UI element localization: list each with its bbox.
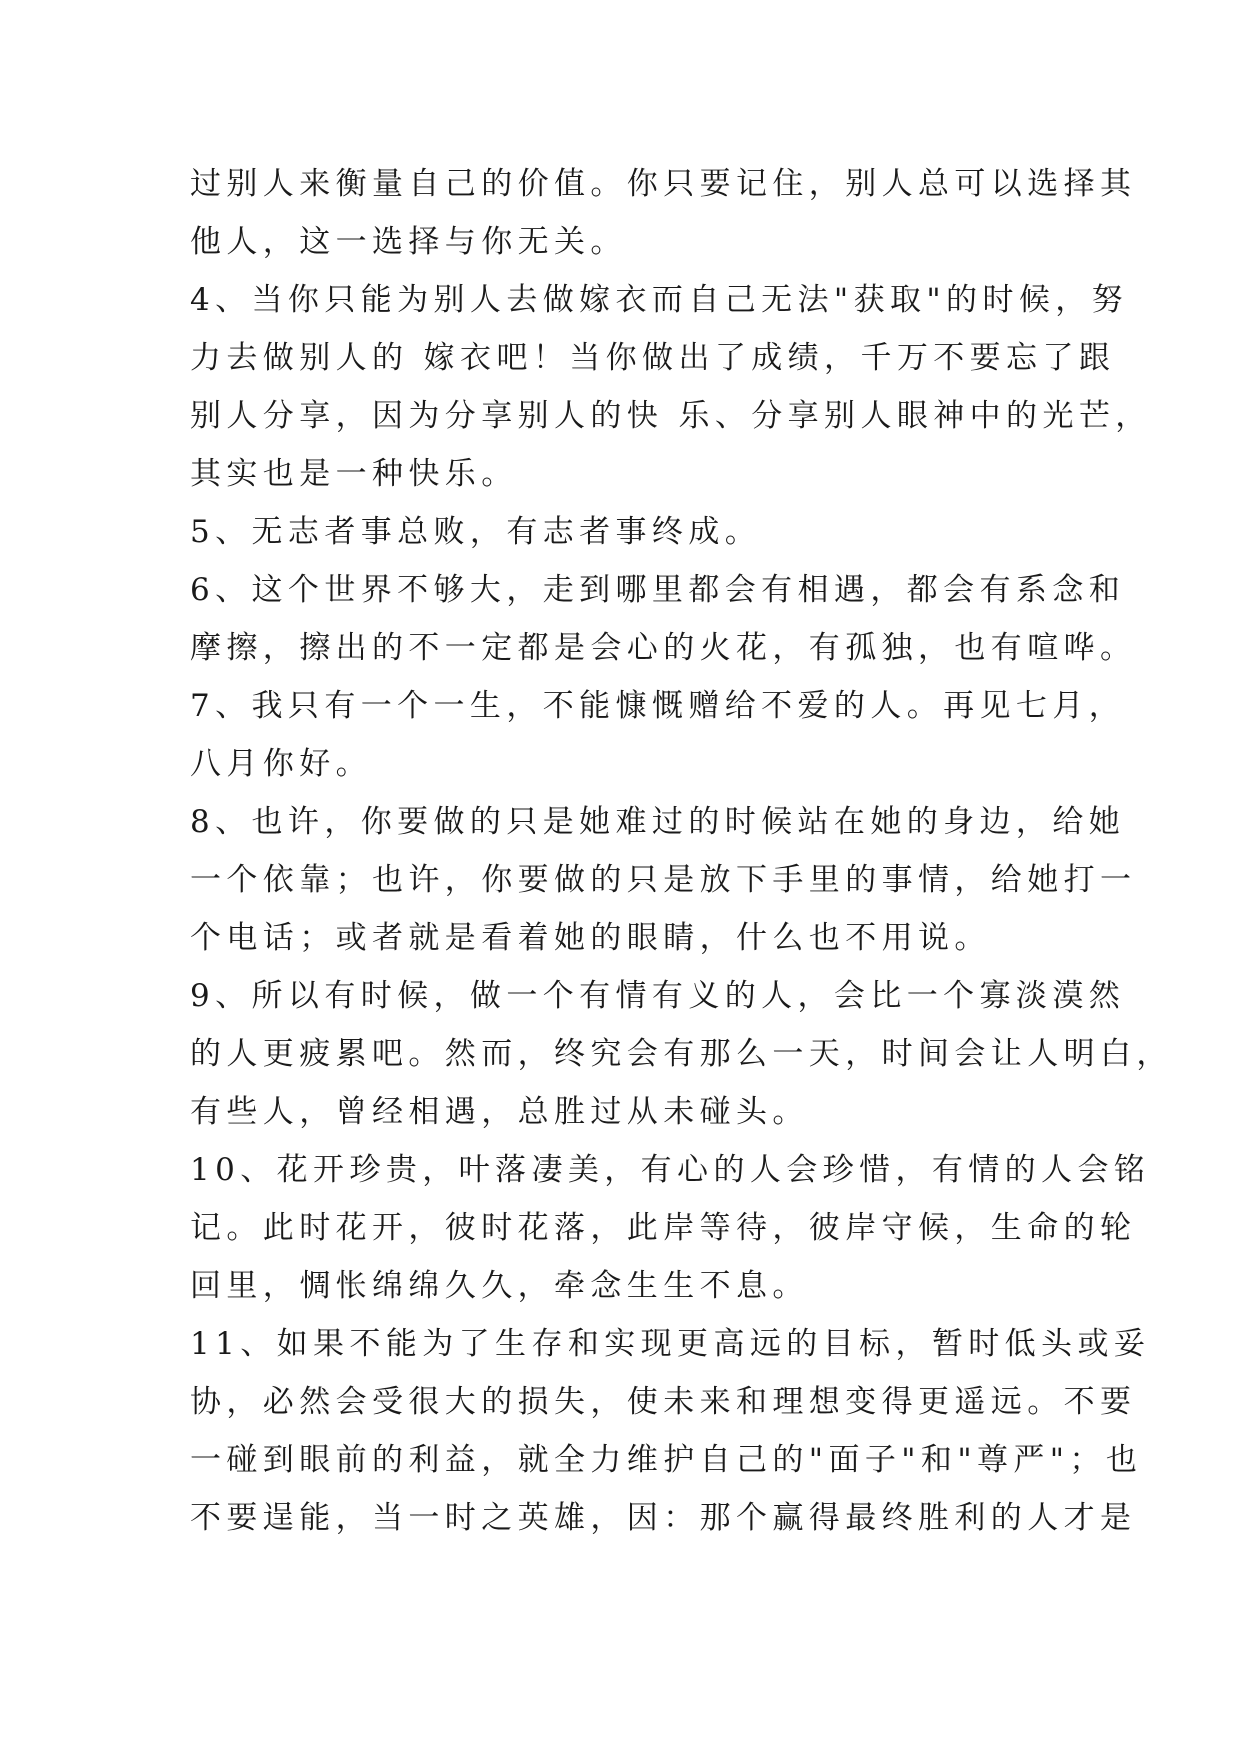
text-line: 有些人，曾经相遇，总胜过从未碰头。 (190, 1094, 809, 1130)
text-line: 记。此时花开，彼时花落，此岸等待，彼岸守候，生命的轮 (190, 1210, 1137, 1246)
text-line: 八月你好。 (190, 746, 372, 782)
text-line: 个电话；或者就是看着她的眼睛，什么也不用说。 (190, 920, 991, 956)
text-line: 力去做别人的 嫁衣吧！当你做出了成绩，千万不要忘了跟 (190, 340, 1116, 376)
text-line: 11、如果不能为了生存和实现更高远的目标，暂时低头或妥 (190, 1326, 1151, 1362)
body-text (190, 155, 1173, 1547)
text-line: 8、也许，你要做的只是她难过的时候站在她的身边，给她 (190, 804, 1126, 840)
text-line: 10、花开珍贵，叶落凄美，有心的人会珍惜，有情的人会铭 (190, 1152, 1151, 1188)
text-line: 别人分享，因为分享别人的快 乐、分享别人眼神中的光芒， (190, 398, 1152, 434)
text-line: 的人更疲累吧。然而，终究会有那么一天，时间会让人明白， (190, 1036, 1173, 1072)
text-line: 他人，这一选择与你无关。 (190, 224, 627, 260)
text-line: 其实也是一种快乐。 (190, 456, 518, 492)
text-line: 6、这个世界不够大，走到哪里都会有相遇，都会有系念和 (190, 572, 1126, 608)
text-line: 不要逞能，当一时之英雄，因：那个赢得最终胜利的人才是 (190, 1500, 1137, 1536)
text-line: 7、我只有一个一生，不能慷慨赠给不爱的人。再见七月， (190, 688, 1126, 724)
text-line: 5、无志者事总败，有志者事终成。 (190, 514, 762, 550)
text-line: 一碰到眼前的利益，就全力维护自己的"面子"和"尊严"；也 (190, 1442, 1143, 1478)
text-line: 协，必然会受很大的损失，使未来和理想变得更遥远。不要 (190, 1384, 1137, 1420)
text-line: 4、当你只能为别人去做嫁衣而自己无法"获取"的时候，努 (190, 282, 1129, 318)
text-line: 一个依靠；也许，你要做的只是放下手里的事情，给她打一 (190, 862, 1137, 898)
text-line: 回里，惆怅绵绵久久，牵念生生不息。 (190, 1268, 809, 1304)
text-line: 摩擦，擦出的不一定都是会心的火花，有孤独，也有喧哗。 (190, 630, 1137, 666)
text-line: 9、所以有时候，做一个有情有义的人，会比一个寡淡漠然 (190, 978, 1126, 1014)
text-line: 过别人来衡量自己的价值。你只要记住，别人总可以选择其 (190, 166, 1137, 202)
